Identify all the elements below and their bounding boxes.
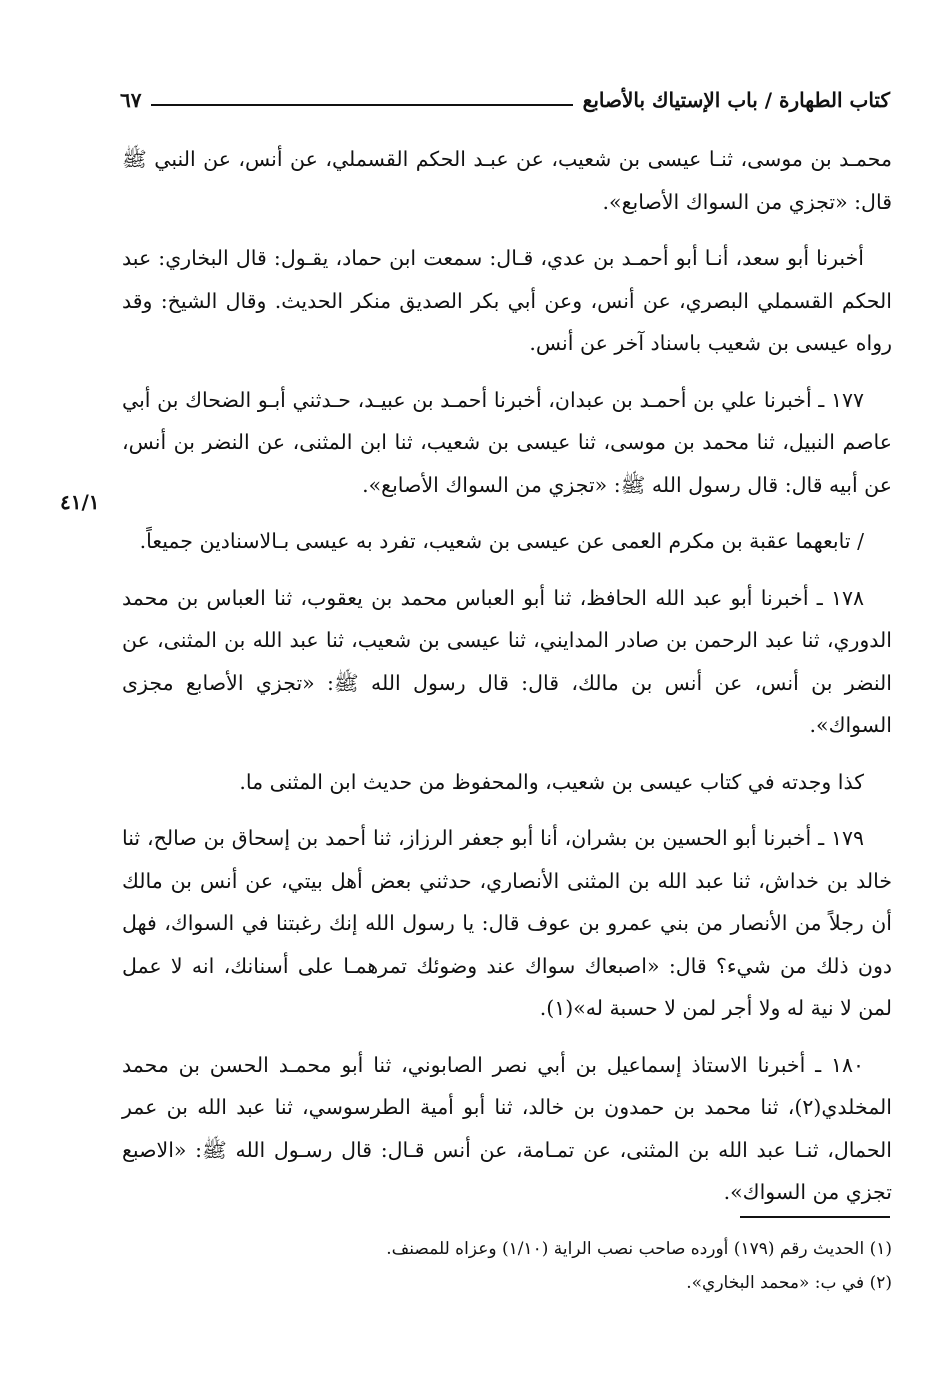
header-rule — [151, 104, 572, 106]
page-number: ٦٧ — [120, 88, 142, 112]
hadith-179: ١٧٩ ـ أخبرنا أبو الحسين بن بشران، أنا أبو جعفر الرزاز، ثنا أحمد بن إسحاق بن صالح، ثنا خالد بن خداش، ثنا عبد الله بن المثنى الأنصاري، حدثني بعض أهل بيتي، عن أنس بن مالك أن رجلاً من الأنصار من بني عمرو بن عوف قال: يا رسول الله إنك رغبتنا في السواك، فهل دون ذلك من شيء؟ قال: «اصبعاك سواك عند وضوئك تمرهمـا على أسنانك، انه لا عمل لمن لا نية له ولا أجر لمن لا حسبة له»(١). — [122, 826, 892, 1020]
hadith-178: ١٧٨ ـ أخبرنا أبو عبد الله الحافظ، ثنا أبو العباس محمد بن يعقوب، ثنا العباس بن محمد الدوري، ثنا عبد الرحمن بن صادر المدايني، ثنا عيسى بن شعيب، ثنا عبد الله بن المثنى، عن النضر بن أنس، عن أنس بن مالك، قال: قال رسول الله ﷺ: «تجزي الأصابع مجزى السواك». — [122, 585, 892, 737]
paragraph-2: أخبرنا أبو سعد، أنـا أبو أحمـد بن عدي، قـال: سمعت ابن حماد، يقـول: قال البخاري: عبد الحكم القسملي البصري، عن أنس، وعن أبي بكر الصديق منكر الحديث. وقال الشيخ: وقد رواه عيسى بن شعيب باسناد آخر عن أنس. — [122, 246, 892, 355]
chapter-title: كتاب الطهارة / باب الإستياك بالأصابع — [582, 88, 890, 112]
footnote-rule — [740, 1216, 890, 1218]
hadith-180: ١٨٠ ـ أخبرنا الاستاذ إسماعيل بن أبي نصر الصابوني، ثنا أبو محمـد الحسن بن محمد المخلدي(٢)، ثنا محمد بن حمدون بن خالد، ثنا أبو أمية الطرسوسي، ثنا عبد الله بن عمر الحمال، ثنـا عبد الله بن المثنى، عن تمـامة، عن أنس قـال: قال رسـول الله ﷺ: «الاصبع تجزي من السواك». — [122, 1052, 892, 1204]
main-text — [122, 138, 892, 1214]
paragraph-1: محمـد بن موسى، ثنـا عيسى بن شعيب، عن عبـد الحكم القسملي، عن أنس، عن النبي ﷺ قال: «تجزي من السواك الأصابع». — [122, 147, 892, 214]
running-header — [120, 78, 890, 112]
footnote-1: (١) الحديث رقم (١٧٩) أورده صاحب نصب الراية (١/١٠) وعزاه للمصنف. — [386, 1239, 892, 1259]
paragraph-follow-up: / تابعهما عقبة بن مكرم العمى عن عيسى بن شعيب، تفرد به عيسى بـالاسنادين جميعاً. — [139, 529, 864, 553]
paragraph-note: كذا وجدته في كتاب عيسى بن شعيب، والمحفوظ من حديث ابن المثنى ما. — [239, 769, 864, 794]
footnotes — [122, 1232, 892, 1300]
margin-manuscript-reference: ٤١/١ — [60, 490, 100, 514]
hadith-177: ١٧٧ ـ أخبرنا علي بن أحمـد بن عبدان، أخبرنا أحمـد بن عبيـد، حـدثني أبـو الضحاك بن أبي عاصم النبيل، ثنا محمد بن موسى، ثنا عيسى بن شعيب، ثنا ابن المثنى، عن النضر بن أنس، عن أبيه قال: قال رسول الله ﷺ: «تجزي من السواك الأصابع». — [122, 387, 892, 497]
footnote-2: (٢) في ب: «محمد البخاري». — [686, 1273, 892, 1293]
